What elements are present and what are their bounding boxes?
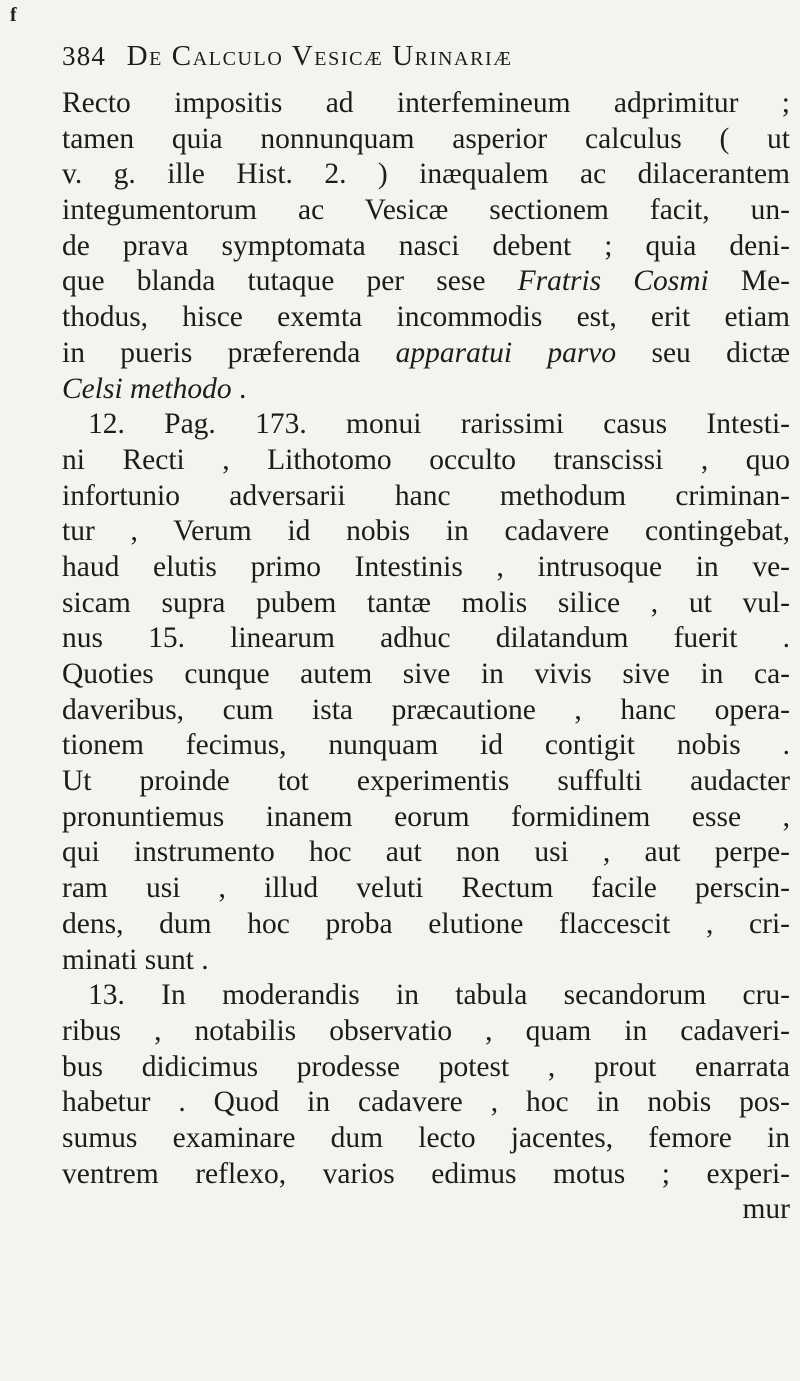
text-span: minati sunt . <box>62 943 209 976</box>
text-span: qui instrumento hoc aut non usi , aut perpe- <box>62 836 790 869</box>
text-line <box>62 157 790 193</box>
text-span: Ut proinde tot experimentis suffulti audacter <box>62 765 790 798</box>
text-line <box>62 407 790 443</box>
text-line <box>62 1085 790 1121</box>
text-span: que blanda tutaque per sese <box>62 265 518 298</box>
text-span: seu dictæ <box>616 336 791 369</box>
text-line <box>62 1121 790 1157</box>
text-line <box>62 693 790 729</box>
text-line <box>62 336 790 372</box>
text-span: pronuntiemus inanem eorum formidinem esse , <box>62 800 790 833</box>
text-span: 13. In moderandis in tabula secandorum cru- <box>88 979 790 1012</box>
italic-span: Fratris Cosmi <box>517 265 709 298</box>
text-line <box>62 1192 790 1228</box>
text-line <box>62 657 790 693</box>
text-line <box>62 586 790 622</box>
text-span: thodus, hisce exemta incommodis est, erit etiam <box>62 301 790 334</box>
text-span: in pueris præferenda <box>62 336 396 369</box>
text-line <box>62 193 790 229</box>
text-line <box>62 764 790 800</box>
text-line <box>62 907 790 943</box>
text-line <box>62 1157 790 1193</box>
text-span: ribus , notabilis observatio , quam in cadaveri- <box>62 1014 790 1047</box>
text-line <box>62 479 790 515</box>
text-line <box>62 621 790 657</box>
text-span: haud elutis primo Intestinis , intrusoque in ve- <box>62 550 790 583</box>
text-span: infortunio adversarii hanc methodum criminan- <box>62 479 790 512</box>
text-span: ni Recti , Lithotomo occulto transcissi , quo <box>62 443 790 476</box>
text-line <box>62 800 790 836</box>
text-span: sicam supra pubem tantæ molis silice , ut vul- <box>62 586 790 619</box>
text-span: Recto impositis ad interfemineum adprimitur ; <box>62 87 790 119</box>
running-header <box>62 40 782 73</box>
text-span: sumus examinare dum lecto jacentes, femore in <box>62 1121 790 1154</box>
text-span: mur <box>742 1193 790 1226</box>
text-line <box>62 443 790 479</box>
text-span: tamen quia nonnunquam asperior calculus ( ut <box>62 122 790 155</box>
text-span: ram usi , illud veluti Rectum facile perscin- <box>62 872 790 905</box>
page-number: 384 <box>62 41 107 71</box>
text-line <box>62 978 790 1014</box>
text-span: integumentorum ac Vesicæ sectionem facit, un- <box>62 194 790 227</box>
text-line <box>62 871 790 907</box>
text-line <box>62 514 790 550</box>
text-line <box>62 943 790 979</box>
corner-mark: f <box>10 4 17 26</box>
text-line <box>62 86 790 122</box>
text-span: Me- <box>708 265 791 298</box>
text-span: . <box>231 372 247 405</box>
italic-span: apparatui parvo <box>395 336 617 369</box>
text-line <box>62 300 790 336</box>
text-span: tur , Verum id nobis in cadavere contingebat, <box>62 515 790 548</box>
text-span: v. g. ille Hist. 2. ) inæqualem ac dilacerantem <box>62 158 790 191</box>
body-text <box>62 86 790 1228</box>
italic-span: Celsi methodo <box>62 372 232 405</box>
text-span: de prava symptomata nasci debent ; quia deni- <box>62 229 790 262</box>
text-span: bus didicimus prodesse potest , prout enarrata <box>62 1050 790 1083</box>
text-line <box>62 1014 790 1050</box>
text-span: daveribus, cum ista præcautione , hanc opera- <box>62 693 790 726</box>
text-line <box>62 728 790 764</box>
text-span: ventrem reflexo, varios edimus motus ; experi- <box>62 1157 790 1190</box>
text-line <box>62 229 790 265</box>
text-line <box>62 1050 790 1086</box>
text-line <box>62 122 790 158</box>
text-line <box>62 372 790 408</box>
text-span: habetur . Quod in cadavere , hoc in nobis pos- <box>62 1086 790 1119</box>
text-span: dens, dum hoc proba elutione flaccescit , cri- <box>62 907 790 940</box>
page-title: De Calculo Vesicæ Urinariæ <box>126 40 513 72</box>
text-line <box>62 550 790 586</box>
text-span: 12. Pag. 173. monui rarissimi casus Intesti- <box>88 408 790 441</box>
text-span: nus 15. linearum adhuc dilatandum fuerit . <box>62 622 790 655</box>
text-line <box>62 835 790 871</box>
text-line <box>62 264 790 300</box>
text-span: tionem fecimus, nunquam id contigit nobis . <box>62 729 790 762</box>
text-span: Quoties cunque autem sive in vivis sive in ca- <box>62 658 790 690</box>
